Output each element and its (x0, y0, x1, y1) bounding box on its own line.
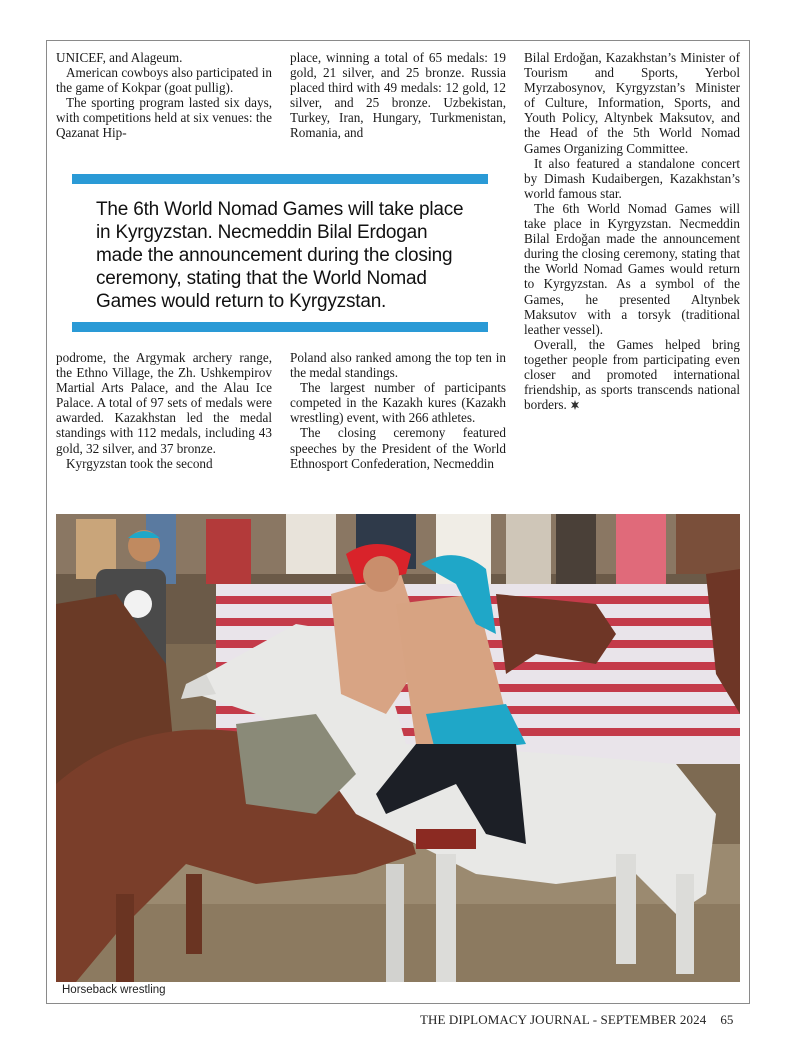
article-column-2-bottom (290, 350, 506, 471)
horseback-wrestling-photo (56, 514, 740, 982)
article-paragraph: The sporting program lasted six days, with competitions held at six venues: the Qazanat Hip- (56, 95, 272, 141)
article-paragraph: UNICEF, and Alageum. (56, 50, 183, 65)
article-paragraph: place, winning a total of 65 medals: 19 gold, 21 silver, and 25 bronze. Russia placed third with 49 medals: 12 gold, 12 silver, and 25 bronze. Uzbekistan, Turkey, Iran, Hungary, Turkmenistan, Romania, and (290, 50, 506, 141)
article-paragraph: The closing ceremony featured speeches by the President of the World Ethnosport Confederation, Necmeddin (290, 425, 506, 471)
article-column-1-top (56, 50, 272, 141)
pull-quote-top-rule (72, 174, 488, 184)
article-paragraph: The largest number of participants competed in the Kazakh kures (Kazakh wrestling) event, with 266 athletes. (290, 380, 506, 426)
photo-caption: Horseback wrestling (62, 984, 166, 996)
pull-quote-text: The 6th World Nomad Games will take place in Kyrgyzstan. Necmeddin Bilal Erdogan made the announcement during the closing ceremony, stating that the World Nomad Games would return to Kyrgyzstan. (96, 199, 464, 312)
article-paragraph: podrome, the Argymak archery range, the Ethno Village, the Zh. Ushkempirov Martial Arts Palace, and the Alau Ice Palace. A total of 97 sets of medals were awarded. Kazakhstan led the medal standings with 112 medals, including 43 gold, 32 silver, and 37 bronze. (56, 350, 272, 456)
article-paragraph: Overall, the Games helped bring together people from participating even closer and promoted international friendship, as sports transcends national borders. (524, 336, 740, 413)
article-paragraph: Bilal Erdoğan, Kazakhstan’s Minister of Tourism and Sports, Yerbol Myrzabosynov, Kyrgyzstan’s Minister of Culture, Information, Sports, and Youth Policy, Altynbek Maksutov, and the Head of the 5th World Nomad Games Organizing Committee. (524, 50, 740, 156)
page-footer (420, 1012, 734, 1028)
article-paragraph: The 6th World Nomad Games will take place in Kyrgyzstan. Necmeddin Bilal Erdoğan made the announcement during the closing ceremony, stating that the World Nomad Games would return to Kyrgyzstan. As a symbol of the Games, he presented Altynbek Maksutov with a torsyk (traditional leather vessel). (524, 200, 740, 337)
article-paragraph: American cowboys also participated in the game of Kokpar (goat pullig). (56, 65, 272, 96)
pull-quote-bottom-rule (72, 322, 488, 332)
ornament-icon (570, 400, 580, 410)
article-column-3 (524, 50, 740, 412)
article-column-2-top (290, 50, 506, 141)
article-column-1-bottom (56, 350, 272, 471)
publication-name: THE DIPLOMACY JOURNAL - SEPTEMBER 2024 (420, 1012, 707, 1027)
article-paragraph: Kyrgyzstan took the second (66, 455, 213, 471)
article-paragraph: Poland also ranked among the top ten in the medal standings. (290, 350, 506, 381)
page-number: 65 (720, 1012, 734, 1027)
article-paragraph: It also featured a standalone concert by Dimash Kudaibergen, Kazakhstan’s world famous star. (524, 155, 740, 201)
pull-quote (72, 174, 488, 334)
